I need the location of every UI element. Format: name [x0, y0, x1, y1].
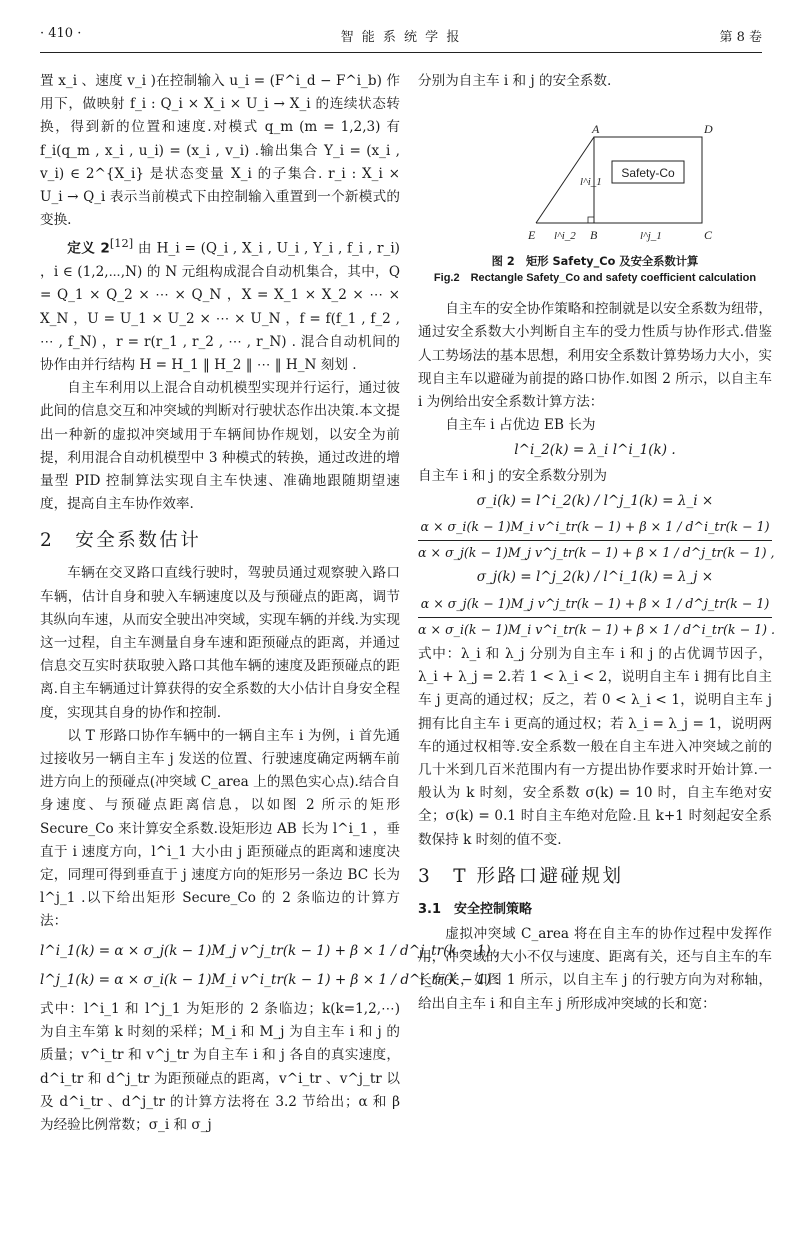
rect-label: Safety-Co [621, 166, 675, 181]
definition-label: 定义 2 [67, 240, 110, 257]
edge-label-l1j: l^j_1 [640, 230, 662, 243]
paragraph: 自主车 i 和 j 的安全系数分别为 [418, 467, 607, 484]
paragraph: 自主车 i 占优边 EB 长为 [445, 417, 596, 434]
edge-label-l2i: l^i_2 [554, 230, 576, 243]
definition-text: 由 H_i = (Q_i , X_i , U_i , Y_i , f_i , r_i) ，i ∈ (1,2,⋯,N) 的 N 元组构成混合自动机集合，其中，Q = Q_1 × Q_2 × ⋯ × Q_N ，X = X_1 × X_2 × ⋯ × X_N ，U = U_1 × U_2 × ⋯ × U_N ，f = f(f_1 , f_2 , ⋯ , f_N) ，r = r(r_1 , r_2 , ⋯ , r_N) . 混合自动机间的协作由并行结构 H = H_1 ‖ H_2 ‖ ⋯ ‖ H_N 刻划 . [40, 240, 400, 373]
equation-sigma-j-lhs: σ_j(k) = l^j_2(k) / l^i_1(k) = λ_j × [476, 569, 714, 586]
equation-sigma-j-numerator: α × σ_j(k − 1)M_j v^j_tr(k − 1) + β × 1 / d^j_tr(k − 1) [420, 595, 770, 611]
point-b: B [590, 228, 598, 243]
paragraph: 式中：l^i_1 和 l^j_1 为矩形的 2 条临边；k(k=1,2,⋯) 为自主车第 k 时刻的采样；M_i 和 M_j 为自主车 i 和 j 的质量；v^i_tr 和 v^j_tr 为自主车 i 和 j 各自的真实速度，d^i_tr 和 d^j_tr 为距预碰点的距离，v^i_tr 、v^j_tr 以及 d^i_tr 、d^j_tr 的计算方法将在 3.2 节给出；α 和 β 为经验比例常数；σ_i 和 σ_j [40, 1001, 400, 1134]
equation-sigma-j-denominator: α × σ_i(k − 1)M_i v^i_tr(k − 1) + β × 1 / d^i_tr(k − 1) . [418, 617, 772, 641]
definition-2 [40, 232, 400, 377]
paragraph: 车辆在交叉路口直线行驶时，驾驶员通过观察驶入路口车辆，估计自身和驶入车辆速度以及与预碰点的距离，调节其纵向车速，从而安全驶出冲突域，实现车辆的并线.为实现这一过程，自主车测量自身车速和距预碰点的距离，并通过信息交互实时获取驶入路口其他车辆的速度及距预碰点的距离.自主车辆通过计算获得的安全系数的大小估计自身安全程度，实现其自身的协作和控制. [40, 565, 400, 721]
journal-title: 智 能 系 统 学 报 [340, 30, 462, 45]
edge-label-l1i: l^i_1 [580, 176, 602, 189]
right-angle-mark [588, 217, 594, 223]
point-d: D [704, 122, 713, 137]
equation-l1j: l^j_1(k) = α × σ_i(k − 1)M_i v^i_tr(k − 1) + β × 1 / d^i_tr(k − 1) . [40, 971, 500, 988]
paragraph: 式中：λ_i 和 λ_j 分别为自主车 i 和 j 的占优调节因子，λ_i + λ_j = 2.若 1 < λ_i < 2，说明自主车 i 拥有比自主车 j 更高的通过权；反之，若 0 < λ_i < 1，说明自主车 j 拥有比自主车 i 更高的通过权；若 λ_i = λ_j = 1，说明两车的通过权相等.安全系数一般在自主车进入冲突域之前的几十米到几百米范围内有一方提出协作要求时开始计算.一般认为 k 时刻，安全系数 σ(k) = 10 时，自主车绝对安全；σ(k) = 0.1 时自主车绝对危险.且 k+1 时刻起安全系数保持 k 时刻的值不变. [418, 646, 772, 848]
figure-2 [418, 93, 772, 253]
paragraph: 以 T 形路口协作车辆中的一辆自主车 i 为例，i 首先通过接收另一辆自主车 j 发送的位置、行驶速度确定两辆车前进方向上的预碰点(冲突域 C_area 上的黑色实心点).结合自身速度、与预碰点距离信息，以如图 2 所示的矩形 Secure_Co 来计算安全系数.设矩形边 AB 长为 l^i_1 ，垂直于 i 速度方向，l^i_1 大小由 j 距预碰点的距离和速度决定，同理可得到垂直于 j 速度方向的矩形另一条边 BC 长为 l^j_1 .以下给出矩形 Secure_Co 的 2 条临边的计算方法： [40, 727, 400, 930]
paragraph: 虚拟冲突域 C_area 将在自主车的协作过程中发挥作用，冲突域的大小不仅与速度、距离有关，还与自主车的车长有关，如图 1 所示，以自主车 j 的行驶方向为对称轴，给出自主车 i 和自主车 j 所形成冲突域的长和宽： [418, 926, 772, 1012]
section-3-heading: 3 T 形路口避碰规划 [418, 865, 624, 887]
safety-co-diagram [418, 93, 772, 253]
paragraph: 自主车的安全协作策略和控制就是以安全系数为纽带，通过安全系数大小判断自主车的受力性质与协作形式.借鉴人工势场法的基本思想，利用安全系数计算势场力大小，实现自主车以避碰为前提的路口协作.如图 2 所示，以自主车 i 为例给出安全系数计算方法： [418, 301, 772, 411]
equation-sigma-i-denominator: α × σ_j(k − 1)M_j v^j_tr(k − 1) + β × 1 / d^j_tr(k − 1) , [418, 540, 772, 564]
paragraph: 自主车利用以上混合自动机模型实现并行运行，通过彼此间的信息交互和冲突域的判断对行驶状态作出决策.本文提出一种新的虚拟冲突域用于车辆间协作规划，以安全为前提，利用混合自动机模型中 3 种模式的转换，通过改进的增量型 PID 控制算法实现自主车快速、准确地跟随期望速度，提高自主车协作效率. [40, 380, 400, 513]
header-rule [40, 52, 762, 53]
point-c: C [704, 228, 713, 243]
paragraph: 置 x_i 、速度 v_i )在控制输入 u_i = (F^i_d − F^i_b) 作用下，做映射 f_i : Q_i × X_i × U_i → X_i 的连续状态转换，得到新的位置和速度.对模式 q_m (m = 1,2,3) 有 f_i(q_m , x_i , u_i) = (x_i , v_i) .输出集合 Y_i = (x_i , v_i) ∈ 2^{X_i} 是状态变量 X_i 的子集合. r_i : X_i × U_i → Q_i 表示当前模式下由控制输入重置到一个新模式的变换. [40, 73, 400, 229]
point-e: E [528, 228, 536, 243]
equation-l2i: l^i_2(k) = λ_i l^i_1(k) . [514, 442, 676, 459]
right-column [418, 70, 776, 1016]
equation-l1i: l^i_1(k) = α × σ_j(k − 1)M_j v^j_tr(k − 1) + β × 1 / d^j_tr(k − 1) , [40, 942, 500, 959]
page-number: · 410 · [40, 26, 82, 41]
figure-caption-cn: 图 2 矩形 Safety_Co 及安全系数计算 [491, 255, 699, 269]
point-a: A [592, 122, 600, 137]
volume-label: 第 8 卷 [719, 30, 762, 45]
citation-ref: [12] [109, 236, 134, 251]
equation-sigma-i-numerator: α × σ_i(k − 1)M_i v^i_tr(k − 1) + β × 1 / d^i_tr(k − 1) [420, 519, 770, 535]
equation-sigma-i-lhs: σ_i(k) = l^i_2(k) / l^j_1(k) = λ_i × [476, 492, 714, 509]
figure-caption-en: Fig.2 Rectangle Safety_Co and safety coefficient calculation [433, 272, 757, 285]
paragraph: 分别为自主车 i 和 j 的安全系数. [418, 73, 612, 89]
section-2-heading: 2 安全系数估计 [40, 530, 202, 552]
subsection-3-1-heading: 3.1 安全控制策略 [418, 901, 533, 917]
